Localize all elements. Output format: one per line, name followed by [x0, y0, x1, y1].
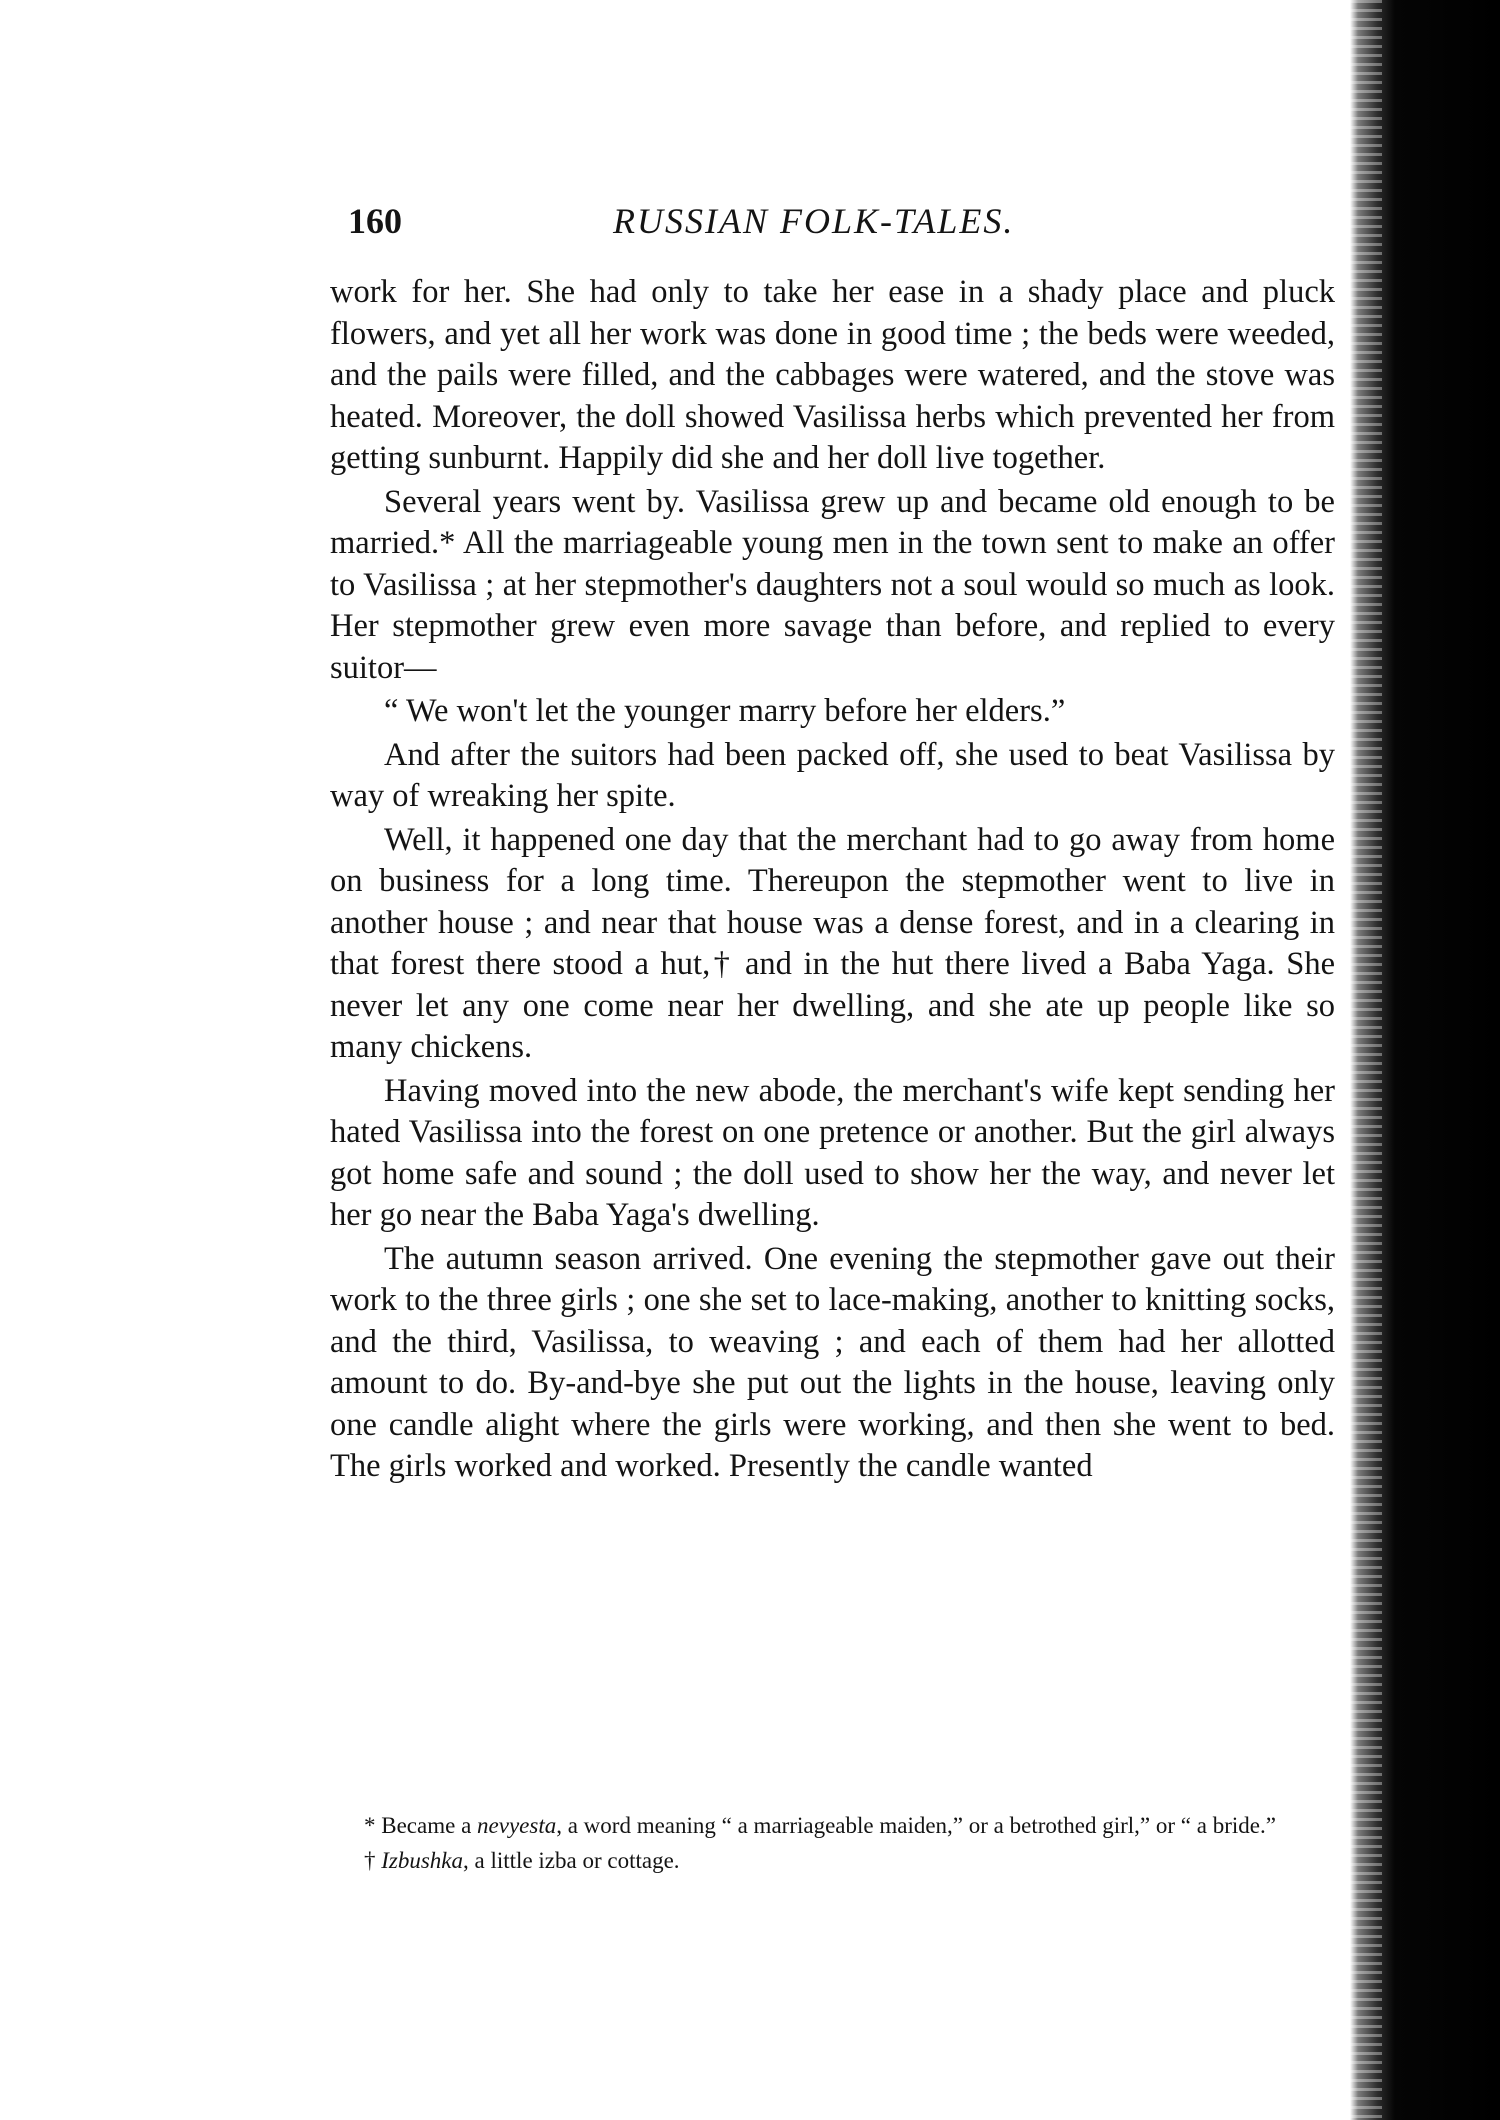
paragraph-4: And after the suitors had been packed off, she used to beat Vasilissa by way of wreaking her spite.: [330, 736, 1335, 814]
footnote-text: , a little izba or cottage.: [463, 1848, 680, 1873]
page-number: 160: [348, 201, 402, 241]
paragraph-1: work for her. She had only to take her ease in a shady place and pluck flowers, and yet all her work was done in good time ; the beds were weeded, and the pails were filled, and the cabbages were watered, and the stove was heated. Moreover, the doll showed Vasilissa herbs which prevented her from getting sunburnt. Happily did she and her doll live together.: [330, 274, 1335, 476]
footnote-term: Izbushka: [381, 1848, 464, 1873]
paragraph-5: Well, it happened one day that the merchant had to go away from home on business for a long time. Thereupon the stepmother went to live in another house ; and near that house was a dense forest, and in a clearing in that forest there stood a hut,† and in the hut there lived a Baba Yaga. She never let any one come near her dwelling, and she ate up people like so many chickens.: [330, 821, 1335, 1065]
paragraph-7: The autumn season arrived. One evening the stepmother gave out their work to the three girls ; one she set to lace-making, another to knitting socks, and the third, Vasilissa, to weaving ; and each of them had her allotted amount to do. By-and-bye she put out the lights in the house, leaving only one candle alight where the girls were working, and then she went to bed. The girls worked and worked. Presently the candle wanted: [330, 1240, 1335, 1484]
footnote-text: , a word meaning “ a marriageable maiden,” or a betrothed girl,” or “ a bride.”: [556, 1813, 1276, 1838]
body-text: [330, 272, 1335, 1490]
paragraph-2: Several years went by. Vasilissa grew up and became old enough to be married.* All the marriageable young men in the town sent to make an offer to Vasilissa ; at her stepmother's daughters not a soul would so much as look. Her stepmother grew even more savage than before, and replied to every suitor—: [330, 483, 1335, 686]
running-title: RUSSIAN FOLK-TALES.: [613, 201, 1015, 241]
footnote-mark: *: [364, 1813, 376, 1838]
footnote-mark: †: [364, 1848, 376, 1873]
paragraph-6: Having moved into the new abode, the merchant's wife kept sending her hated Vasilissa into the forest on one pretence or another. But the girl always got home safe and sound ; the doll used to show her the way, and never let her go near the Baba Yaga's dwelling.: [330, 1072, 1335, 1233]
page-binding-texture: [1350, 0, 1382, 2120]
footnote-text: Became a: [375, 1813, 478, 1838]
footnote-term: nevyesta: [477, 1813, 557, 1838]
footnotes: [330, 1810, 1335, 1880]
footnote-1: [330, 1810, 1335, 1841]
footnote-2: [330, 1845, 1335, 1876]
page-header: [348, 200, 1348, 260]
paragraph-3: “ We won't let the younger marry before her elders.”: [384, 693, 1066, 729]
